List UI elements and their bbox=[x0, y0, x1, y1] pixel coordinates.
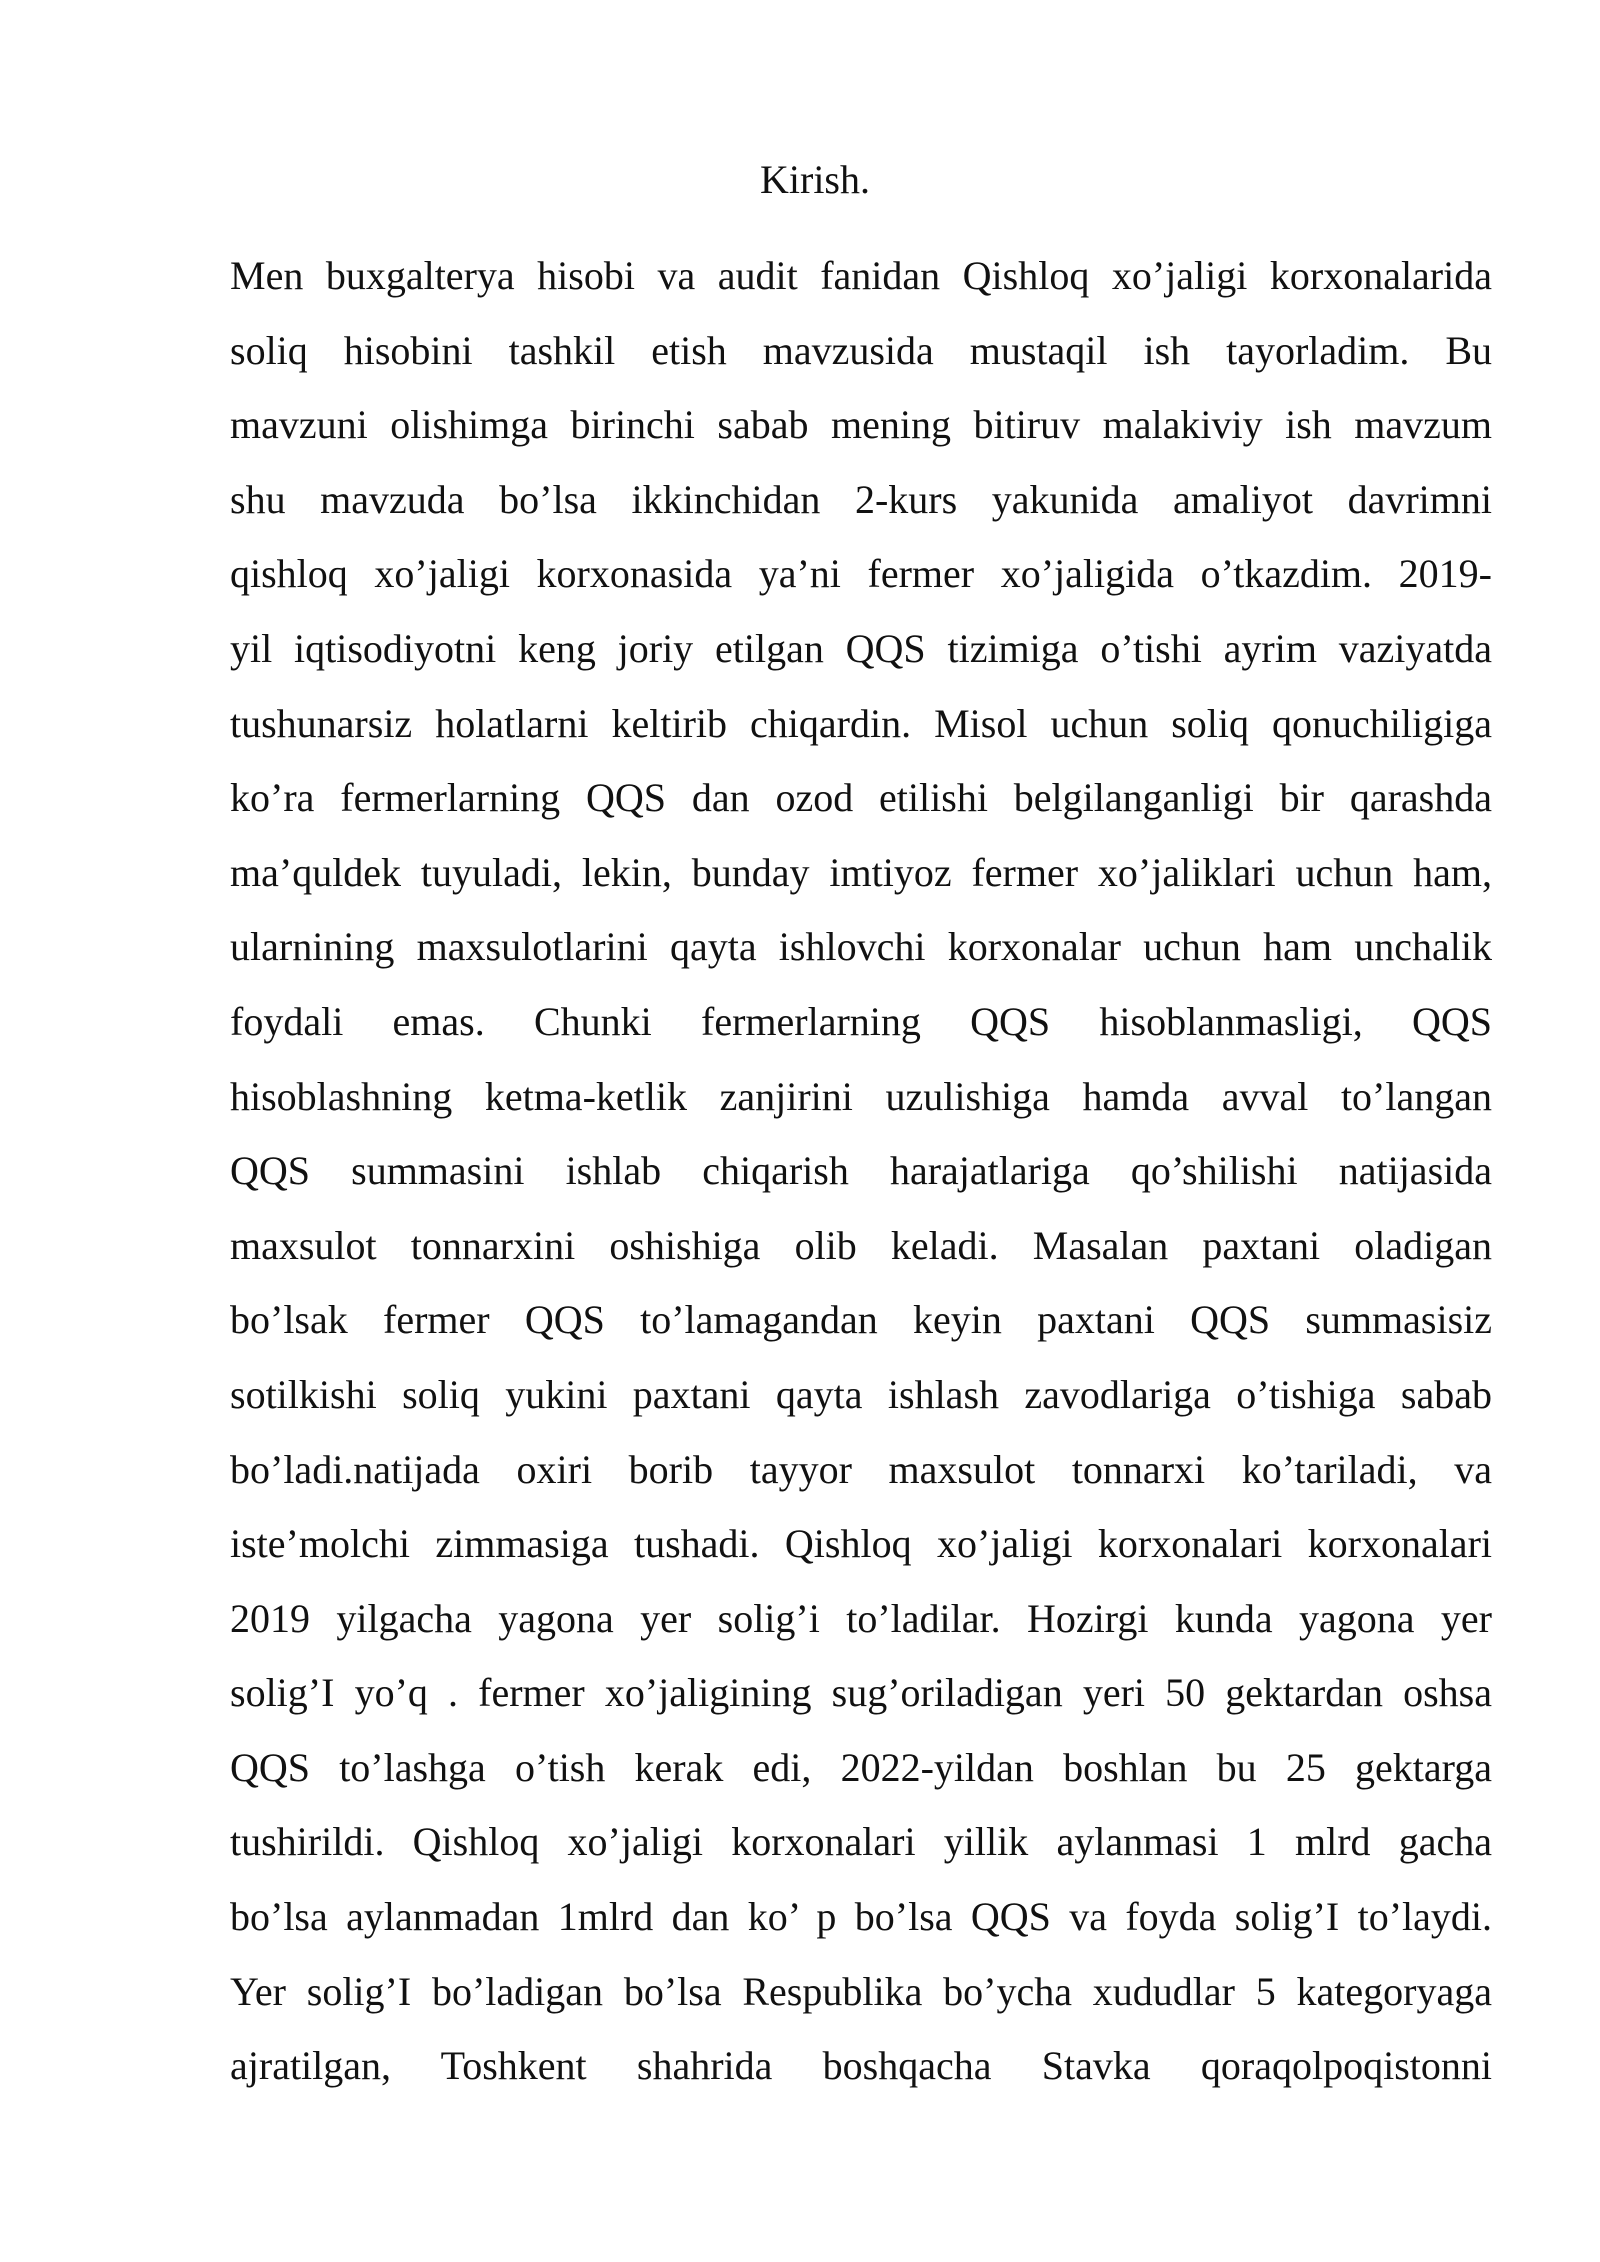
text-line: hisoblashning ketma-ketlik zanjirini uzulishiga hamda avval to’langan bbox=[230, 1073, 1492, 1119]
text-line: foydali emas. Chunki fermerlarning QQS hisoblanmasligi, QQS bbox=[230, 998, 1492, 1044]
text-line: QQS to’lashga o’tish kerak edi, 2022-yildan boshlan bu 25 gektarga bbox=[230, 1744, 1492, 1790]
text-line: ularnining maxsulotlarini qayta ishlovchi korxonalar uchun ham unchalik bbox=[230, 924, 1492, 970]
text-line: shu mavzuda bo’lsa ikkinchidan 2-kurs yakunida amaliyot davrimni bbox=[230, 476, 1492, 522]
text-line: sotilkishi soliq yukini paxtani qayta ishlash zavodlariga o’tishiga sabab bbox=[230, 1371, 1492, 1417]
document-body bbox=[230, 244, 1492, 2109]
text-line: qishloq xo’jaligi korxonasida ya’ni fermer xo’jaligida o’tkazdim. 2019- bbox=[230, 551, 1492, 597]
text-line: solig’I yo’q . fermer xo’jaligining sug’oriladigan yeri 50 gektardan oshsa bbox=[230, 1670, 1492, 1716]
text-line: 2019 yilgacha yagona yer solig’i to’ladilar. Hozirgi kunda yagona yer bbox=[230, 1595, 1492, 1641]
text-line: Yer solig’I bo’ladigan bo’lsa Respublika bo’ycha xududlar 5 kategoryaga bbox=[230, 1968, 1492, 2014]
text-line: tushunarsiz holatlarni keltirib chiqardin. Misol uchun soliq qonuchiligiga bbox=[230, 700, 1492, 746]
text-line: ajratilgan, Toshkent shahrida boshqacha Stavka qoraqolpoqistonni bbox=[230, 2043, 1492, 2089]
text-line: bo’lsak fermer QQS to’lamagandan keyin paxtani QQS summasisiz bbox=[230, 1297, 1492, 1343]
text-line: bo’ladi.natijada oxiri borib tayyor maxsulot tonnarxi ko’tariladi, va bbox=[230, 1446, 1492, 1492]
text-line: tushirildi. Qishloq xo’jaligi korxonalari yillik aylanmasi 1 mlrd gacha bbox=[230, 1819, 1492, 1865]
text-line: QQS summasini ishlab chiqarish harajatlariga qo’shilishi natijasida bbox=[230, 1148, 1492, 1194]
text-line: ko’ra fermerlarning QQS dan ozod etilishi belgilanganligi bir qarashda bbox=[230, 775, 1492, 821]
text-line: bo’lsa aylanmadan 1mlrd dan ko’ p bo’lsa QQS va foyda solig’I to’laydi. bbox=[230, 1894, 1492, 1940]
text-line: Men buxgalterya hisobi va audit fanidan Qishloq xo’jaligi korxonalarida bbox=[230, 253, 1492, 298]
text-line: ma’quldek tuyuladi, lekin, bunday imtiyoz fermer xo’jaliklari uchun ham, bbox=[230, 849, 1492, 895]
text-line: iste’molchi zimmasiga tushadi. Qishloq xo’jaligi korxonalari korxonalari bbox=[230, 1521, 1492, 1567]
document-title: Kirish. bbox=[760, 157, 870, 202]
text-line: maxsulot tonnarxini oshishiga olib keladi. Masalan paxtani oladigan bbox=[230, 1222, 1492, 1268]
text-line: mavzuni olishimga birinchi sabab mening bitiruv malakiviy ish mavzum bbox=[230, 402, 1492, 448]
text-line: soliq hisobini tashkil etish mavzusida mustaqil ish tayorladim. Bu bbox=[230, 327, 1492, 373]
text-line: yil iqtisodiyotni keng joriy etilgan QQS tizimiga o’tishi ayrim vaziyatda bbox=[230, 625, 1492, 671]
